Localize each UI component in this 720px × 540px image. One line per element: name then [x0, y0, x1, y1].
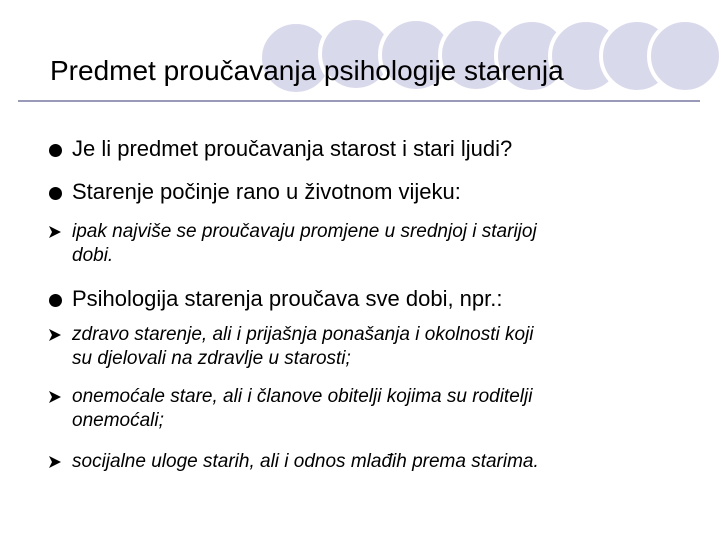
slide-title: Predmet proučavanja psihologije starenja: [50, 55, 564, 86]
arrow-bullet-icon: [48, 455, 62, 469]
bullet-text: Psihologija starenja proučava sve dobi, npr.:: [72, 286, 503, 311]
sub-bullet-text: zdravo starenje, ali i prijašnja ponašanja i okolnosti koji su djelovali na zdravlje u starosti;: [72, 324, 534, 369]
sub-bullet-text: onemoćale stare, ali i članove obitelji kojima su roditelji onemoćali;: [72, 386, 533, 431]
bullet-text: Je li predmet proučavanja starost i stari ljudi?: [72, 136, 513, 161]
round-bullet-icon: [49, 144, 62, 157]
arrow-bullet-icon: [48, 328, 62, 342]
sub-bullet-text: socijalne uloge starih, ali i odnos mlađih prema starima.: [72, 451, 539, 472]
round-bullet-icon: [49, 294, 62, 307]
arrow-bullet-icon: [48, 390, 62, 404]
arrow-bullet-icon: [48, 225, 62, 239]
bullet-text: Starenje počinje rano u životnom vijeku:: [72, 179, 461, 204]
decorative-circle: [649, 20, 720, 92]
round-bullet-icon: [49, 187, 62, 200]
sub-bullet-text: ipak najviše se proučavaju promjene u srednjoj i starijoj dobi.: [72, 221, 537, 266]
